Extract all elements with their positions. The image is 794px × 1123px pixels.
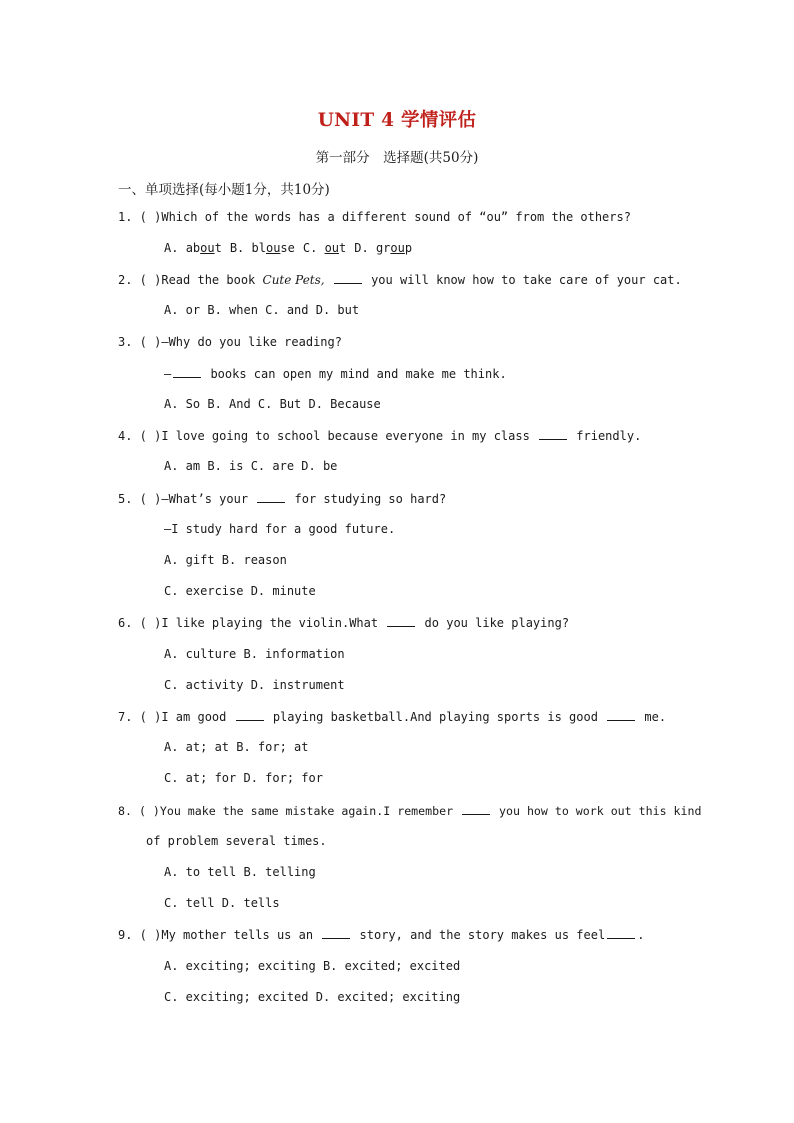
question-1-options (164, 241, 412, 255)
question-number: 1. (118, 210, 133, 224)
book-title: Cute Pets, (262, 273, 325, 287)
question-9: 9. ( )My mother tells us an story, and the story makes us feel . (118, 928, 645, 942)
underlined-letters: ou (324, 241, 340, 255)
question-5-reply: —I study hard for a good future. (164, 522, 396, 536)
option-letter: B. (229, 241, 245, 255)
underlined-letters: ou (265, 241, 281, 255)
option-text: t (214, 241, 222, 255)
underlined-letters: ou (390, 241, 405, 255)
question-stem: you will know how to take care of your cat. (363, 273, 682, 287)
answer-blank (236, 709, 264, 721)
question-stem: Read the book (161, 273, 263, 287)
answer-blank (462, 803, 490, 815)
question-7-options-1: A. at; at B. for; at (164, 740, 309, 754)
question-9-options-2: C. exciting; excited D. excited; exciting (164, 990, 461, 1004)
reply-text: books can open my mind and make me think. (203, 367, 507, 381)
question-stem: Which of the words has a different sound of “ou” from the others? (161, 210, 631, 224)
question-stem: —What’s your (161, 492, 256, 506)
answer-blank (257, 491, 285, 503)
question-4-options: A. am B. is C. are D. be (164, 459, 338, 473)
option-letter: D. (354, 241, 369, 255)
question-5-options-1: A. gift B. reason (164, 553, 287, 567)
option-text: p (404, 241, 413, 255)
section-heading: 一、单项选择(每小题1分，共10分) (118, 182, 330, 198)
question-6-options-1: A. culture B. information (164, 647, 345, 661)
question-3-options: A. So B. And C. But D. Because (164, 397, 381, 411)
option-text: ab (185, 241, 201, 255)
answer-blank (387, 615, 415, 627)
question-number: 7. (118, 710, 133, 724)
question-stem: You make the same mistake again.I remember (159, 804, 461, 818)
question-stem: you how to work out this kind (492, 804, 702, 818)
question-number: 9. (118, 928, 133, 942)
answer-blank (607, 709, 635, 721)
question-stem: . (637, 928, 645, 942)
question-stem: me. (637, 710, 667, 724)
question-stem: I like playing the violin.What (161, 616, 386, 630)
question-6-options-2: C. activity D. instrument (164, 678, 345, 692)
question-number: 4. (118, 429, 133, 443)
question-stem: friendly. (569, 429, 642, 443)
question-stem: —Why do you like reading? (161, 335, 342, 349)
question-5-options-2: C. exercise D. minute (164, 584, 316, 598)
answer-blank (539, 428, 567, 440)
question-9-options-1: A. exciting; exciting B. excited; excited (164, 959, 461, 973)
question-8-continuation: of problem several times. (146, 834, 327, 848)
option-letter: C. (302, 241, 318, 255)
answer-blank (173, 366, 201, 378)
answer-blank (334, 272, 362, 284)
question-3: 3. ( )—Why do you like reading? (118, 335, 342, 349)
question-1: 1. ( )Which of the words has a different sound of “ou” from the others? (118, 210, 631, 224)
question-7-options-2: C. at; for D. for; for (164, 771, 323, 785)
question-stem: do you like playing? (417, 616, 570, 630)
question-stem: I am good (161, 710, 234, 724)
question-stem: I love going to school because everyone in my class (161, 429, 538, 443)
option-text: gr (375, 241, 391, 255)
question-2-options: A. or B. when C. and D. but (164, 303, 360, 317)
page-title: UNIT 4 学情评估 (317, 110, 477, 131)
option-text: t (339, 241, 347, 255)
question-3-reply: — books can open my mind and make me think. (164, 367, 507, 381)
question-number: 6. (118, 616, 133, 630)
question-number: 8. (118, 804, 132, 818)
option-text: bl (251, 241, 266, 255)
option-letter: A. (164, 241, 179, 255)
question-number: 3. (118, 335, 133, 349)
answer-blank (607, 927, 635, 939)
question-stem: story, and the story makes us feel (352, 928, 606, 942)
question-2: 2. ( )Read the book Cute Pets, you will know how to take care of your cat. (118, 273, 682, 287)
part-subtitle: 第一部分 选择题(共50分) (315, 150, 479, 166)
question-6: 6. ( )I like playing the violin.What do you like playing? (118, 616, 570, 630)
question-8: 8. ( )You make the same mistake again.I remember you how to work out this kind (118, 804, 702, 818)
underlined-letters: ou (200, 241, 215, 255)
question-stem: for studying so hard? (287, 492, 447, 506)
question-8-options-1: A. to tell B. telling (164, 865, 316, 879)
question-8-options-2: C. tell D. tells (164, 896, 280, 910)
question-7: 7. ( )I am good playing basketball.And playing sports is good me. (118, 710, 667, 724)
question-stem: My mother tells us an (161, 928, 321, 942)
question-4: 4. ( )I love going to school because everyone in my class friendly. (118, 429, 642, 443)
question-number: 5. (118, 492, 133, 506)
question-number: 2. (118, 273, 133, 287)
option-text: se (280, 241, 295, 255)
question-5: 5. ( )—What’s your for studying so hard? (118, 492, 447, 506)
answer-blank (322, 927, 350, 939)
question-stem: playing basketball.And playing sports is good (265, 710, 606, 724)
